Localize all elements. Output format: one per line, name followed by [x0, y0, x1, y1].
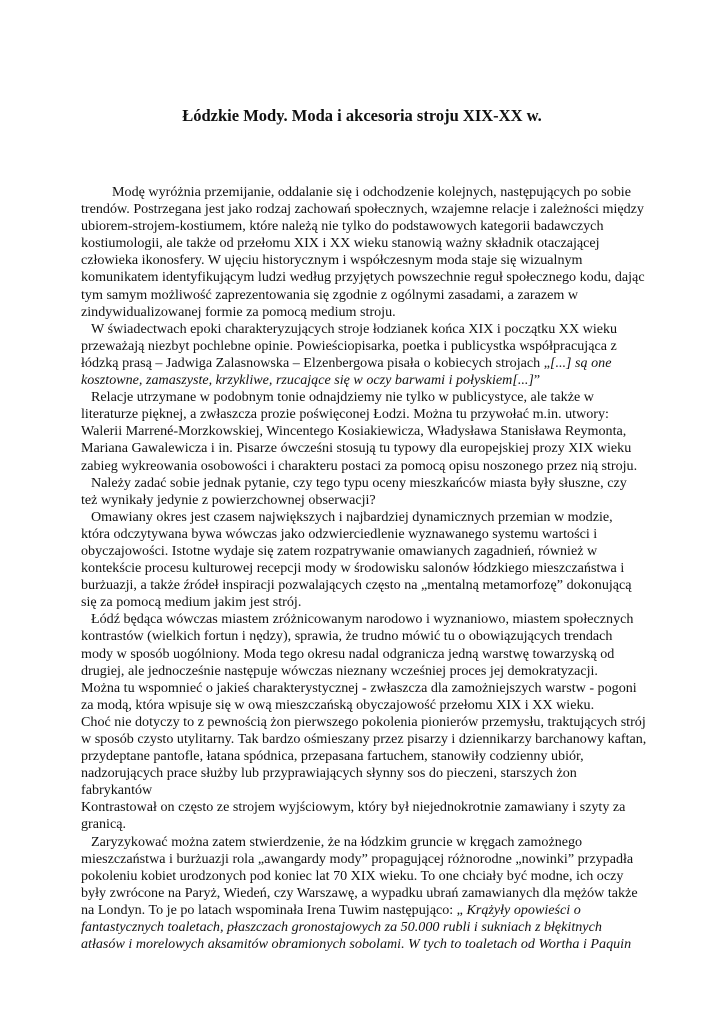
text-line: kontrastów (wielkich fortun i nędzy), sprawia, że trudno mówić tu o obowiązujących trendach: [81, 628, 613, 645]
text-line: Choć nie dotyczy to z pewnością żon pierwszego pokolenia pionierów przemysłu, traktujących strój: [81, 713, 646, 730]
text-line: nadzorujących prace służby lub przyprawiających słynny sos do pieczeni, starszych żon: [81, 765, 577, 782]
text-line: Łódź będąca wówczas miastem zróżnicowanym narodowo i wyznaniowo, miastem społecznych: [91, 611, 634, 628]
text-line: Relacje utrzymane w podobnym tonie odnajdziemy nie tylko w publicystyce, ale także w: [91, 389, 594, 406]
text-line: [81, 902, 663, 919]
text-line: kostiumologii, ale także od przełomu XIX i XX wieku stanowią ważny składnik otaczającej: [81, 235, 600, 252]
text-line: fabrykantów: [81, 782, 153, 799]
text-line: się za pomocą medium jakim jest strój.: [81, 594, 302, 611]
text-line: fantastycznych toaletach, płaszczach gronostajowych za 50.000 rubli i sukniach z błękitnych: [81, 919, 602, 936]
text-line: Należy zadać sobie jednak pytanie, czy tego typu oceny mieszkańców miasta były słuszne, czy: [91, 474, 627, 491]
quote-italic: kosztowne, zamaszyste, krzykliwe, rzucające się w oczy barwami i połyskiem[...]: [81, 372, 534, 389]
text-run: łódzką prasą – Jadwiga Zalasnowska – Elzenbergowa pisała o kobiecych strojach „: [81, 354, 550, 371]
text-line: drugiej, ale jednocześnie następuje wówczas nieznany wcześniej proces jej demokratyzacji.: [81, 662, 598, 679]
text-line: Walerii Marrené-Morzkowskiej, Wincentego Kosiakiewicza, Władysława Stanisława Reymonta,: [81, 423, 627, 440]
text-line: zabieg wykreowania osobowości i charakteru postaci za pomocą opisu noszonego przez nią stroju.: [81, 457, 638, 474]
document-body: [81, 184, 663, 953]
text-line: [81, 355, 663, 372]
text-line: Można tu wspomnieć o jakieś charakterystycznej - zwłaszcza dla zamożniejszych warstw - pogoni: [81, 679, 637, 696]
text-line: ubiorem-strojem-kostiumem, które należą nie tylko do podstawowych kategorii badawczych: [81, 218, 604, 235]
text-line: przeważają niezbyt pochlebne opinie. Powieściopisarka, poetka i publicystka współpracująca z: [81, 337, 617, 354]
text-line: Modę wyróżnia przemijanie, oddalanie się i odchodzenie kolejnych, następujących po sobie: [112, 184, 631, 200]
text-line: W świadectwach epoki charakteryzujących stroje łodzianek końca XIX i początku XX wieku: [91, 320, 618, 337]
text-line: pokoleniu kobiet urodzonych pod koniec lat 70 XIX wieku. To one chciały być modne, ich oczy: [81, 867, 624, 884]
text-line: też wynikały jedynie z powierzchownej obserwacji?: [81, 491, 376, 508]
text-line: za modą, która wpisuje się w ową mieszczańską obyczajowość przełomu XIX i XX wieku.: [81, 696, 595, 713]
text-line: przydeptane pantofle, łatana spódnica, przepasana fartuchem, stanowiły codzienny ubiór,: [81, 748, 584, 765]
text-line: w sposób czysto utylitarny. Tak bardzo ośmieszany przez pisarzy i dziennikarzy barchanowy kaftan,: [81, 731, 647, 747]
text-line: obyczajowości. Istotne wydaje się zatem rozpatrywanie omawianych zagadnień, również w: [81, 542, 598, 559]
text-line: literaturze pięknej, a zwłaszcza prozie poświęconej Łodzi. Można tu przywołać m.in. utwory:: [81, 406, 609, 423]
document-title: Łódzkie Mody. Moda i akcesoria stroju XIX-XX w.: [182, 106, 542, 125]
text-line: kontekście procesu kulturowej recepcji mody w środowisku salonów łódzkiego mieszczaństwa i: [81, 560, 625, 577]
text-line: granicą.: [81, 816, 126, 833]
text-line: Omawiany okres jest czasem największych i najbardziej dynamicznych przemian w modzie,: [91, 508, 613, 525]
text-line: która odczytywana bywa wówczas jako odzwierciedlenie wyznawanego systemu wartości i: [81, 525, 598, 542]
text-run: ”: [533, 372, 541, 389]
text-line: tym samym możliwość zaprezentowania się zgodnie z ogólnymi zasadami, a zarazem w: [81, 286, 579, 303]
text-line: zindywidualizowanej formie za pomocą medium stroju.: [81, 303, 396, 320]
text-line: Mariana Gawalewicza i in. Pisarze ówcześni stosują tu typowy dla europejskiej prozy XIX wieku: [81, 440, 632, 457]
text-line: [81, 372, 663, 389]
text-line: burżuazji, a także źródeł inspiracji pozwalających często na „mentalną metamorfozę” dokonującą: [81, 577, 632, 594]
text-line: mody w sposób uogólniony. Moda tego okresu nadal odgranicza jedną warstwę towarzyską od: [81, 645, 615, 662]
text-line: Kontrastował on często ze strojem wyjściowym, który był niejednokrotnie zamawiany i szyty za: [81, 799, 626, 816]
text-line: komunikatem identyfikującym ludzi według przyjętych powszechnie reguł społecznego kodu, dając: [81, 269, 645, 286]
text-line: Zaryzykować można zatem stwierdzenie, że na łódzkim gruncie w kręgach zamożnego: [91, 833, 583, 850]
text-line: człowieka ikonosfery. W ujęciu historycznym i współczesnym moda staje się wizualnym: [81, 252, 583, 269]
quote-italic: [...] są one: [549, 354, 612, 371]
text-line: trendów. Postrzegana jest jako rodzaj zachowań społecznych, wzajemne relacje i zależności między: [81, 201, 644, 218]
text-run: na Londyn. To je po latach wspominała Irena Tuwim następująco: „: [81, 901, 467, 918]
quote-italic: Krążyły opowieści o: [466, 901, 581, 918]
text-line: były zwrócone na Paryż, Wiedeń, czy Warszawę, a wypadku ubrań zamawianych dla mężów także: [81, 884, 638, 901]
text-line: atłasów i morelowych aksamitów obramionych sobolami. W tych to toaletach od Wortha i Paquin: [81, 936, 632, 953]
text-line: mieszczaństwa i burżuazji rola „awangardy mody” propagującej różnorodne „nowinki” przypadła: [81, 850, 634, 867]
